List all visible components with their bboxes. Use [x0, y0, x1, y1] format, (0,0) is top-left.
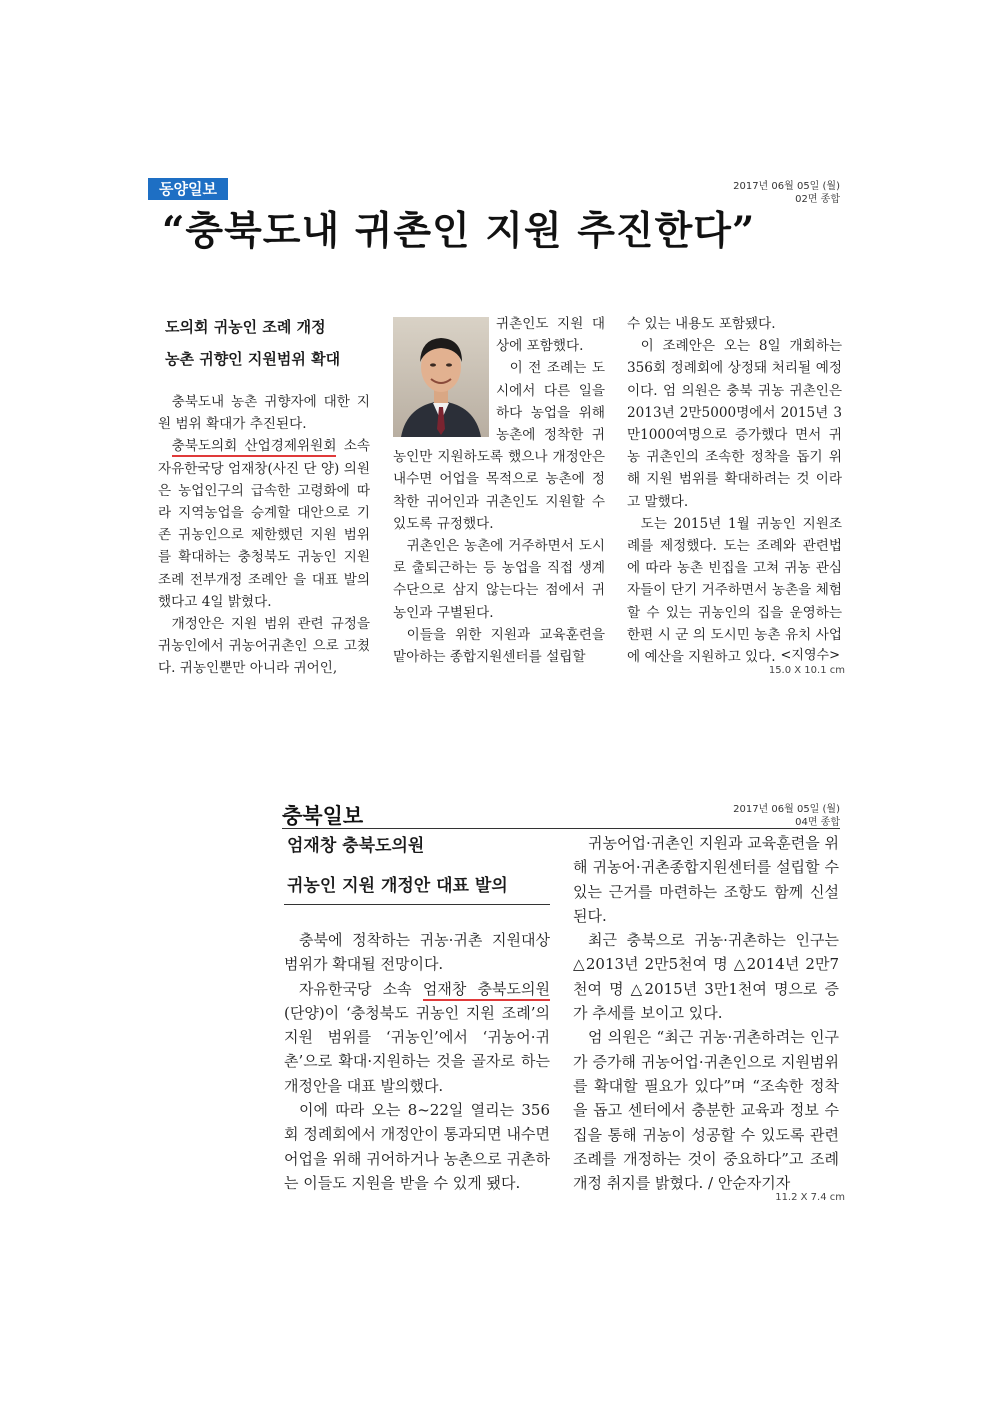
- committee-name-underlined: 충북도의회 산업경제위원회: [172, 438, 337, 457]
- newspaper-logo-dongyang: 동양일보: [148, 178, 228, 200]
- article1-col3-para-1: 수 있는 내용도 포함됐다.: [627, 316, 776, 332]
- article2-subhead-2: 귀농인 지원 개정안 대표 발의: [287, 876, 508, 896]
- article1-subhead-2: 농촌 귀향인 지원범위 확대: [165, 350, 341, 368]
- article1-col1-para-2: [158, 435, 370, 613]
- article2-col1-para-2: [284, 977, 550, 1098]
- article1-column-3: [627, 313, 842, 668]
- article1-col2-para-4: 이들을 위한 지원과 교육훈련을 맡아하는 종합지원센터를 설립할: [393, 626, 605, 666]
- article2-col2-para-3: 엄 의원은 “최근 귀농·귀촌하려는 인구가 증가해 귀농어업·귀촌인으로 지원범위를 확대할 필요가 있다”며 “조속한 정착을 돕고 센터에서 충분한 교육과 정보 수집을 통해 귀농이 성공할 수 있도록 관련 조례를 개정하는 것이 중요하다”고 조례 개정 취지를 밝혔다. / 안순자기자: [573, 1028, 839, 1193]
- article1-column-1: [158, 391, 370, 680]
- councilor-name-underlined: 엄재창 충북도의원: [423, 980, 550, 1001]
- article1-col1-para-1: 충북도내 농촌 귀향자에 대한 지원 범위 확대가 추진된다.: [158, 394, 370, 433]
- article2-clip-size: 11.2 X 7.4 cm: [775, 1192, 845, 1203]
- article1-page-line: 02면 종합: [795, 194, 840, 205]
- article1-col2-para-2: 이 전 조례는 도시에서 다른 일을 하다 농업을 위해 농촌에 정착한 귀농인만 지원하도록 했으나 개정안은 내수면 어업을 목적으로 농촌에 정착한 귀어인과 귀촌인도 지원할 수 있도록 규정했다.: [393, 360, 605, 532]
- article2-column-2: [573, 831, 839, 1195]
- photo-float-space: [393, 313, 496, 437]
- article1-clip-size: 15.0 X 10.1 cm: [768, 665, 845, 676]
- article2-subhead-1: 엄재창 충북도의원: [287, 836, 425, 856]
- article1-col3-para-2: 이 조례안은 오는 8일 개회하는 356회 정례회에 상정돼 처리될 예정이다. 엄 의원은 충북 귀농 귀촌인은 2013년 2만5000명에서 2015년 3만1000여명으로 증가했다 면서 귀농 귀촌인의 조속한 정착을 돕기 위해 지원 범위를 확대하려는 것 이라고 말했다.: [627, 338, 842, 510]
- article2-column-1: [284, 928, 550, 1195]
- article1-headline: “충북도내 귀촌인 지원 추진한다”: [162, 208, 756, 254]
- article1-col2-para-3: 귀촌인은 농촌에 거주하면서 도시로 출퇴근하는 등 농업을 직접 생계 수단으로 삼지 않는다는 점에서 귀농인과 구별된다.: [393, 538, 605, 621]
- article1-byline: <지영수>: [780, 648, 840, 663]
- article1-date-line: 2017년 06월 05일 (월): [733, 181, 840, 192]
- article1-subhead-1: 도의회 귀농인 조례 개정: [165, 318, 326, 336]
- article2-col2-para-2: 최근 충북으로 귀농·귀촌하는 인구는 △2013년 2만5천여 명 △2014년 2만7천여 명 △2015년 3만1천여 명으로 증가 추세를 보이고 있다.: [573, 931, 839, 1023]
- article1-column-2: [393, 313, 605, 668]
- article1-col3-para-3: 도는 2015년 1월 귀농인 지원조례를 제정했다. 도는 조례와 관련법에 따라 농촌 빈집을 고쳐 귀농 관심자들이 단기 거주하면서 농촌을 체험할 수 있는 귀농인의 집을 운영하는 한편 시 군 의 도시민 농촌 유치 사업에 예산을 지원하고 있다.: [627, 515, 842, 666]
- article2-party-text: 자유한국당 소속: [299, 979, 423, 998]
- article2-col1-para-1: 충북에 정착하는 귀농·귀촌 지원대상 범위가 확대될 전망이다.: [284, 931, 550, 974]
- article2-col1-para-3: 이에 따라 오는 8~22일 열리는 356회 정례회에서 개정안이 통과되면 내수면 어업을 위해 귀어하거나 농촌으로 귀촌하는 이들도 지원을 받을 수 있게 됐다.: [284, 1101, 550, 1192]
- article2-date: [700, 803, 840, 829]
- article1-col1-para-3: 개정안은 지원 범위 관련 규정을 귀농인에서 귀농어귀촌인 으로 고쳤다. 귀농인뿐만 아니라 귀어인,: [158, 616, 370, 677]
- article1-col1-para-2-text: 소속 자유한국당 엄재창(사진 단 양) 의원은 농업인구의 급속한 고령화에 따라 지역농업을 승계할 대안으로 기존 귀농인으로 제한했던 지원 범위를 확대하는 충청북도 귀농인 지원 조례 전부개정 조례안 을 대표 발의했다고 4일 밝혔다.: [158, 438, 370, 610]
- newspaper-logo-chungbuk: 충북일보: [282, 803, 364, 828]
- article2-header-rule: [282, 828, 840, 829]
- article1-col2-para-1: 귀촌인도 지원 대상에 포함했다.: [496, 316, 605, 355]
- article2-col2-para-1: 귀농어업·귀촌인 지원과 교육훈련을 위해 귀농어·귀촌종합지원센터를 설립할 수 있는 근거를 마련하는 조항도 함께 신설된다.: [573, 834, 839, 925]
- article2-date-line: 2017년 06월 05일 (월): [733, 804, 840, 815]
- article2-col1-para-2-text: (단양)이 ‘충청북도 귀농인 지원 조례’의 지원 범위를 ‘귀농인’에서 ‘귀농어·귀촌’으로 확대·지원하는 것을 골자로 하는 개정안을 대표 발의했다.: [284, 1003, 550, 1095]
- article2-subhead-rule: [284, 904, 550, 905]
- article2-page-line: 04면 종합: [795, 817, 840, 828]
